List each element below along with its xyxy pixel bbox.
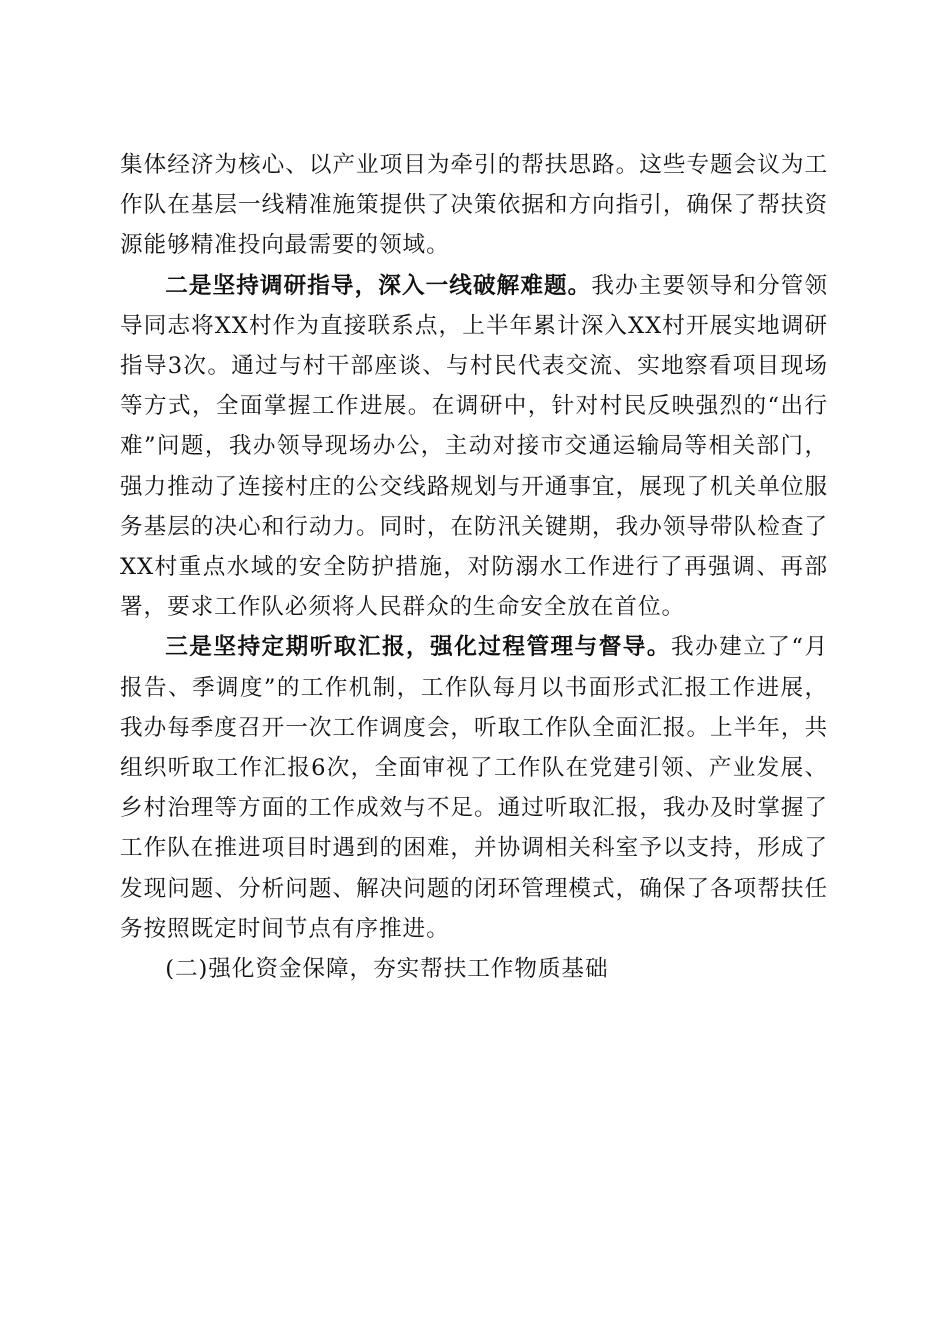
paragraph-body: 我办主要领导和分管领导同志将XX村作为直接联系点，上半年累计深入XX村开展实地调研指导3次。通过与村干部座谈、与村民代表交流、实地察看项目现场等方式，全面掌握工作进展。在调研中，针对村民反映强烈的“出行难”问题，我办领导现场办公，主动对接市交通运输局等相关部门，强力推动了连接村庄的公交线路规划与开通事宜，展现了机关单位服务基层的决心和行动力。同时，在防汛关键期，我办领导带队检查了XX村重点水域的安全防护措施，对防溺水工作进行了再强调、再部署，要求工作队必须将人民群众的生命安全放在首位。	[120, 272, 829, 621]
paragraph-continuation	[120, 145, 828, 266]
paragraph-body: 集体经济为核心、以产业项目为牵引的帮扶思路。这些专题会议为工作队在基层一线精准施策提供了决策依据和方向指引，确保了帮扶资源能够精准投向最需要的领域。	[120, 152, 828, 259]
paragraph-body: 我办建立了“月报告、季调度”的工作机制，工作队每月以书面形式汇报工作进展，我办每季度召开一次工作调度会，听取工作队全面汇报。上半年，共组织听取工作汇报6次，全面审视了工作队在党建引领、产业发展、乡村治理等方面的工作成效与不足。通过听取汇报，我办及时掌握了工作队在推进项目时遇到的困难，并协调相关科室予以支持，形成了发现问题、分析问题、解决问题的闭环管理模式，确保了各项帮扶任务按照既定时间节点有序推进。	[120, 634, 828, 942]
paragraph-regular-reports	[120, 627, 828, 949]
paragraph-lead: 三是坚持定期听取汇报，强化过程管理与督导。	[165, 634, 671, 661]
document-body	[120, 145, 828, 989]
section-heading: (二)强化资金保障，夯实帮扶工作物质基础	[165, 956, 609, 983]
paragraph-research-guidance	[120, 266, 828, 628]
paragraph-lead: 二是坚持调研指导，深入一线破解难题。	[165, 272, 592, 299]
